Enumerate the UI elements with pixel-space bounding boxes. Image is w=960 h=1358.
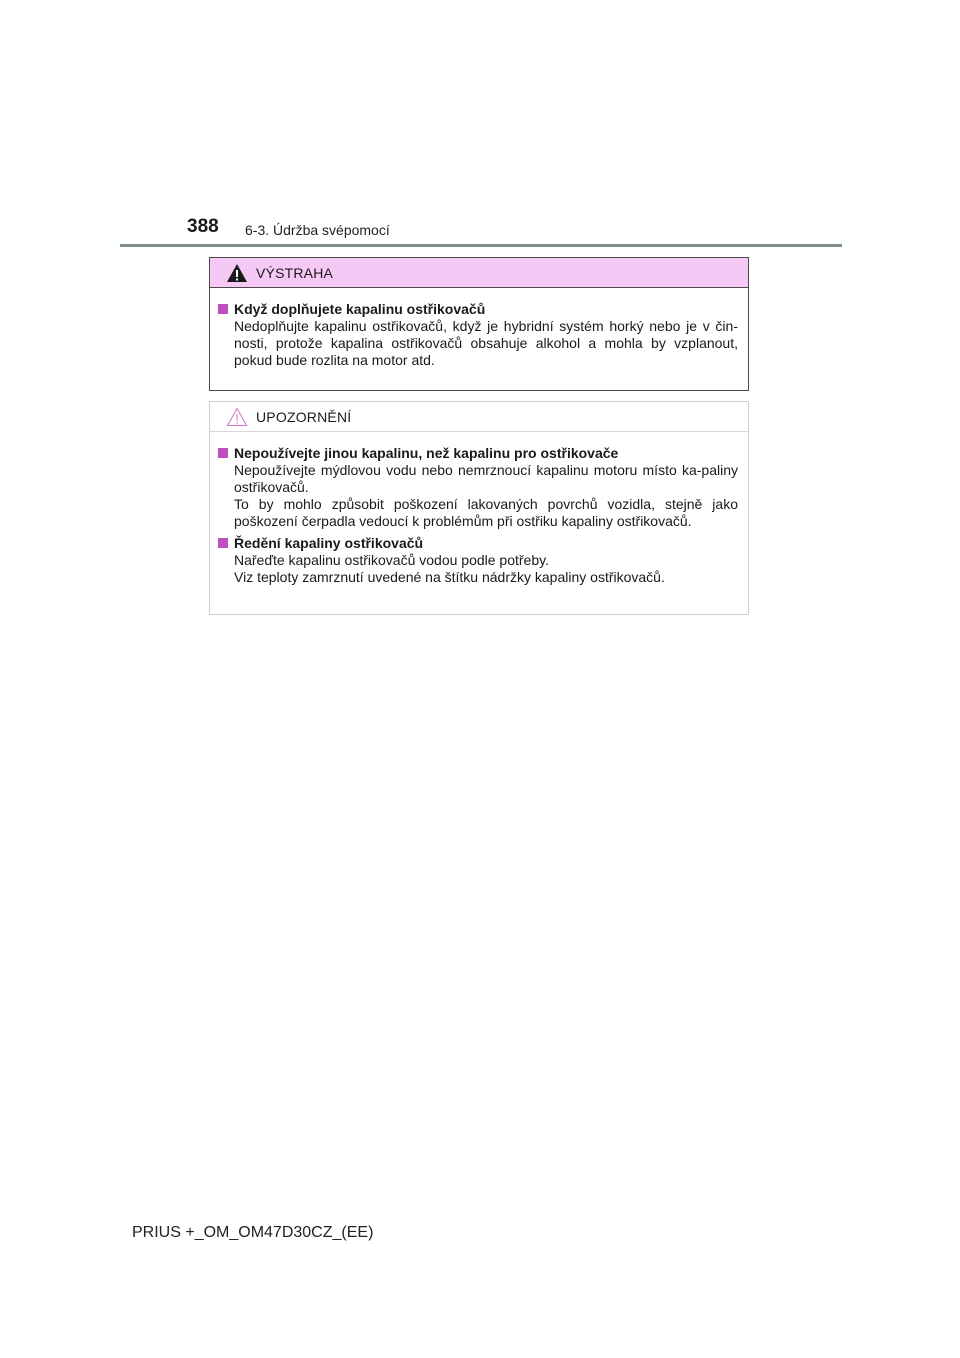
notice-item-title: [218, 444, 738, 462]
caution-triangle-outline-icon: [226, 407, 248, 427]
warning-item-title: [218, 300, 738, 318]
warning-item-text: [218, 318, 738, 369]
notice-header: [210, 402, 748, 432]
notice-box: [209, 401, 749, 615]
section-title: 6-3. Údržba svépomocí: [245, 222, 390, 238]
square-bullet-icon: [218, 448, 228, 458]
notice-item-title-text: Ředění kapaliny ostřikovačů: [234, 535, 424, 551]
warning-item-title-text: Když doplňujete kapalinu ostřikovačů: [234, 301, 486, 317]
notice-item-text: [218, 462, 738, 530]
warning-label: VÝSTRAHA: [256, 264, 334, 281]
notice-paragraph: Nařeďte kapalinu ostřikovačů vodou podle potřeby.: [234, 552, 549, 568]
notice-body: [210, 432, 748, 586]
notice-paragraph: Viz teploty zamrznutí uvedené na štítku nádržky kapaliny ostřikovačů.: [234, 569, 665, 585]
header-rule: [120, 244, 842, 247]
square-bullet-icon: [218, 538, 228, 548]
square-bullet-icon: [218, 304, 228, 314]
notice-label: UPOZORNĚNÍ: [256, 408, 352, 425]
page-number: 388: [187, 216, 219, 237]
warning-header: [210, 258, 748, 288]
notice-item-title-text: Nepoužívejte jinou kapalinu, než kapalinu pro ostřikovače: [234, 445, 619, 461]
warning-paragraph: Nedoplňujte kapalinu ostřikovačů, když je hybridní systém horký nebo je v čin-nosti, protože kapalina ostřikovačů obsahuje alkohol a mohla by vzplanout, pokud bude rozlita na motor atd.: [234, 318, 738, 368]
warning-box: [209, 257, 749, 391]
warning-triangle-icon: [226, 263, 248, 283]
notice-item-text: [218, 552, 738, 586]
warning-body: [210, 288, 748, 369]
notice-item-title: [218, 534, 738, 552]
notice-paragraph: To by mohlo způsobit poškození lakovaných povrchů vozidla, stejně jako poškození čerpadla vedoucí k problémům při ostřiku kapaliny ostřikovačů.: [234, 496, 738, 529]
document-code: PRIUS +_OM_OM47D30CZ_(EE): [132, 1224, 374, 1241]
notice-paragraph: Nepoužívejte mýdlovou vodu nebo nemrznoucí kapalinu motoru místo ka-paliny ostřikovačů.: [234, 462, 738, 495]
